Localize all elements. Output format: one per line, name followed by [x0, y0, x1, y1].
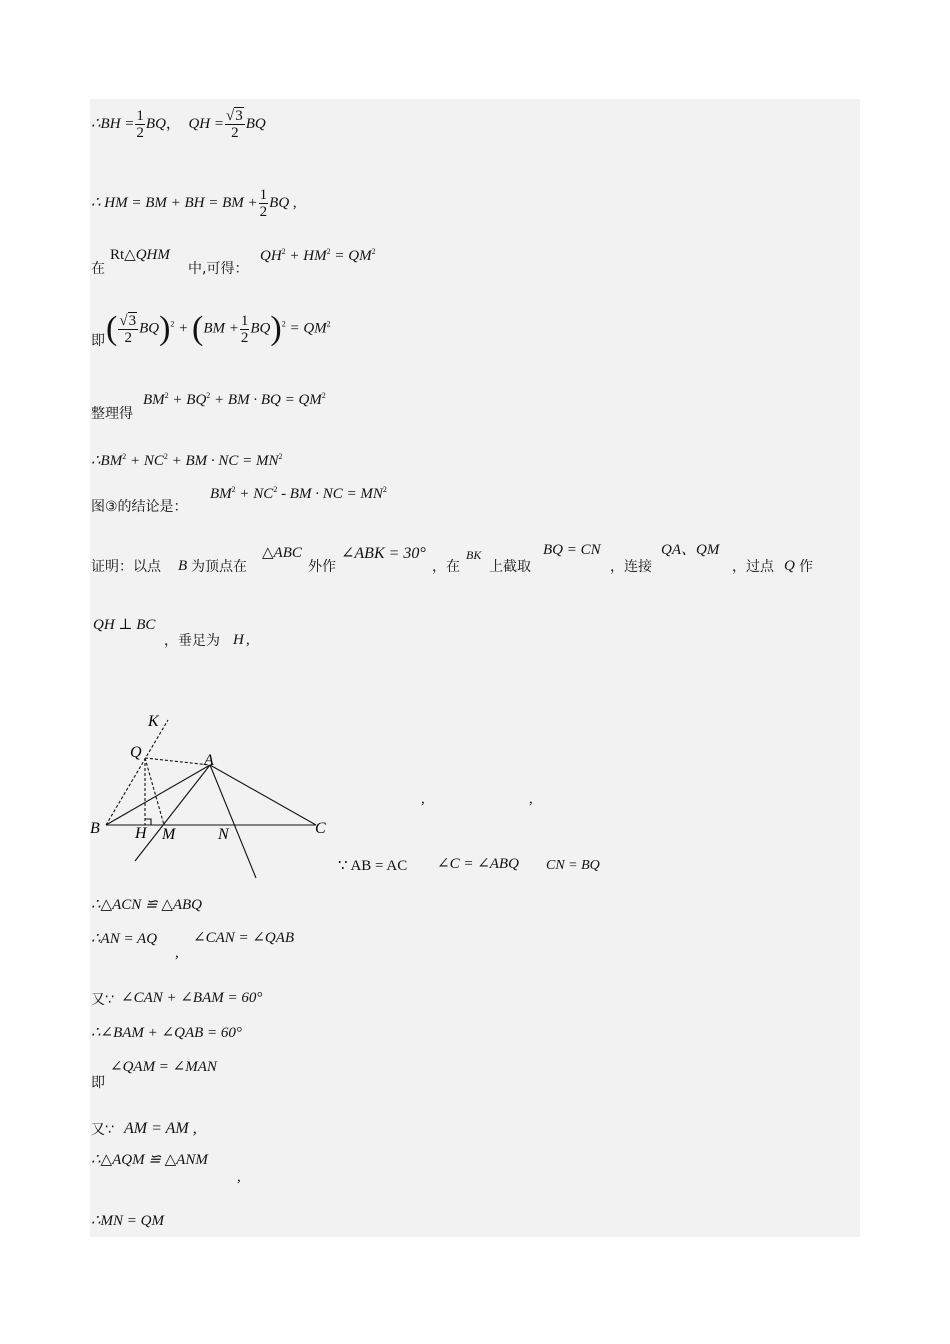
proof-text-8: 作: [799, 559, 813, 575]
an-eq-aq: ∴AN = AQ: [91, 931, 158, 947]
line16-eq: AM = AM ,: [124, 1120, 197, 1137]
geometry-figure: [88, 708, 348, 888]
congruent-aqm-anm: ∴△AQM ≌ △ANM: [91, 1152, 208, 1168]
line4-prefix: 即: [91, 333, 105, 349]
line-am: [135, 765, 210, 861]
line13-prefix: 又∵: [91, 992, 114, 1008]
proof-text-5: 上截取: [489, 559, 531, 575]
proof-text-6: ，连接: [610, 559, 652, 575]
label-h: H: [135, 825, 147, 842]
segment-ac: [210, 765, 316, 825]
triangle-abc: △ABC: [262, 545, 302, 561]
proof-text-4: ，在: [432, 559, 460, 575]
line7-prefix: 图③的结论是：: [91, 499, 188, 515]
point-h: H: [233, 632, 244, 648]
label-q: Q: [130, 744, 142, 761]
segment-qa-dashed: [145, 758, 210, 765]
line5-prefix: 整理得: [91, 406, 133, 422]
line7-eq: $BM^2 + NC^2$ - BM · NC = $MN^2$: [210, 485, 387, 502]
ray-bk-dashed: [106, 720, 168, 825]
line16-prefix: 又∵: [91, 1122, 114, 1138]
label-n: N: [218, 826, 229, 843]
line17-comma: ,: [237, 1169, 241, 1185]
label-a: A: [204, 752, 214, 769]
angle-abk: ∠ABK = 30°: [341, 545, 426, 562]
line15-eq: ∠QAM = ∠MAN: [110, 1059, 217, 1075]
foot-comma: ,: [246, 632, 250, 648]
mn-eq-qm: ∴MN = QM: [91, 1213, 164, 1229]
point-q: Q: [784, 558, 795, 574]
cn-eq-bq: CN = BQ: [546, 858, 600, 873]
point-b: B: [178, 558, 188, 574]
line12-comma: ,: [175, 945, 179, 961]
stray-comma-1: ,: [421, 791, 425, 807]
line3-triangle: Rt△QHM: [110, 247, 170, 263]
label-b: B: [90, 820, 100, 837]
segment-qm-dashed: [145, 758, 164, 825]
label-k: K: [148, 713, 159, 730]
proof-text-7: ，过点: [732, 559, 774, 575]
proof-intro: 证明：以点: [91, 559, 161, 575]
line-bh-qh: ∴BH = $\frac{1}{2}$ BQ， QH = $\frac{√3}{2}$ BQ: [91, 108, 266, 141]
angle-can-qab: ∠CAN = ∠QAB: [193, 930, 295, 946]
line5-eq: $BM^2 + BQ^2$ + BM · BQ = $QM^2$: [143, 391, 326, 408]
qh-perp-bc: QH ⊥ BC: [93, 617, 156, 633]
label-c: C: [315, 820, 326, 837]
qa-qm: QA、QM: [661, 542, 720, 558]
congruent-acn-abq: ∴△ACN ≌ △ABQ: [91, 897, 203, 913]
line15-prefix: 即: [91, 1075, 105, 1091]
line14: ∴∠BAM + ∠QAB = 60°: [91, 1025, 242, 1041]
line-hm: ∴ HM = BM + BH = BM + $\frac{1}{2}$ BQ ,: [91, 187, 297, 220]
line4-eq: ( $\frac{√3}{2}$ BQ)$^2$ + (BM + $\frac{1}{2}$ $BQ)^2 = QM^2$: [106, 310, 331, 347]
line3-mid: 中,可得：: [188, 261, 249, 277]
proof-text-3: 外作: [308, 559, 336, 575]
proof-text-2: 为顶点在: [191, 559, 247, 575]
stray-comma-2: ,: [529, 791, 533, 807]
segment-ab: [106, 765, 210, 825]
angle-c-abq: ∠C = ∠ABQ: [437, 856, 519, 872]
line13-eq: ∠CAN + ∠BAM = 60°: [121, 990, 263, 1006]
because-ab-ac: ∵ AB = AC: [338, 858, 408, 874]
line6: $\therefore BM^2 + NC^2$ + BM · NC = $MN^2$: [91, 452, 283, 469]
line3-prefix: 在: [91, 261, 105, 277]
line3-eq: $QH^2 + HM^2 = QM^2$: [260, 247, 376, 264]
label-m: M: [162, 826, 176, 843]
line-an: [210, 765, 256, 878]
segment-bk: BK: [466, 548, 482, 562]
foot-text: ，垂足为: [164, 633, 220, 649]
bq-eq-cn: BQ = CN: [543, 542, 601, 558]
